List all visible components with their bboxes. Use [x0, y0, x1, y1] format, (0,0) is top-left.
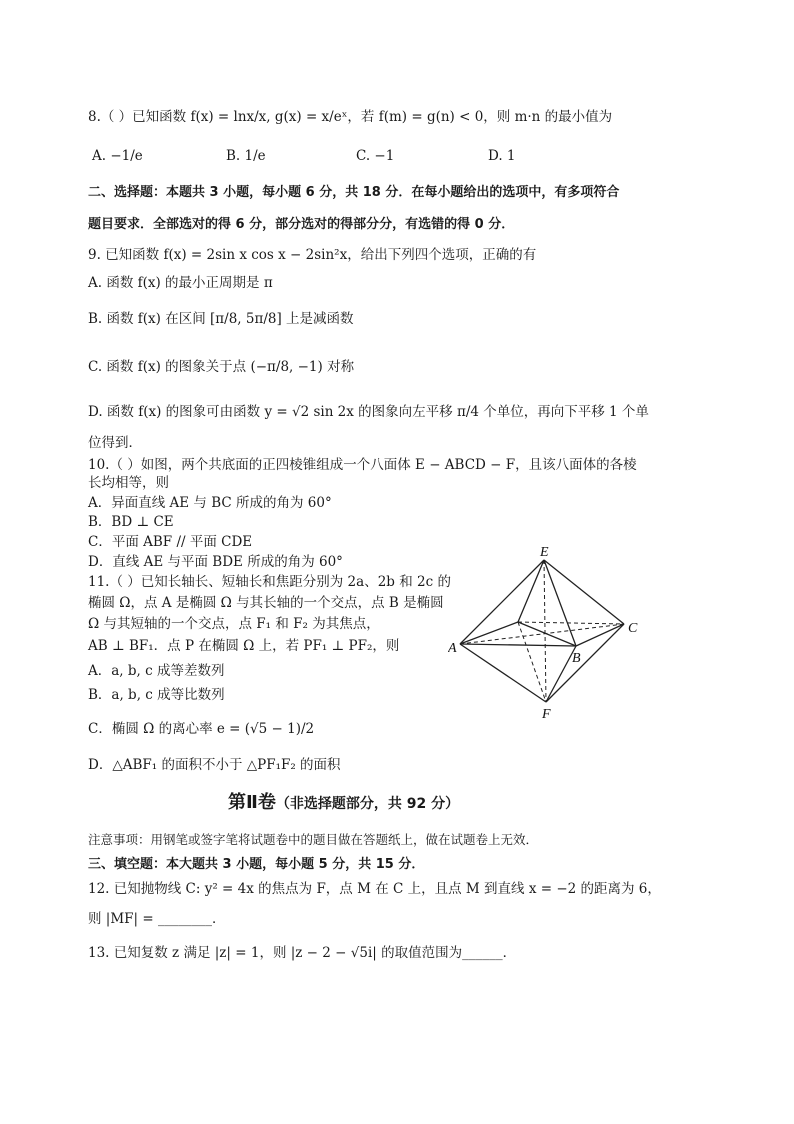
edge-af [460, 644, 546, 702]
section-2-header-line2: 题目要求．全部选对的得 6 分，部分选对的得部分分，有选错的得 0 分． [88, 217, 515, 232]
question-9-stem: 9. 已知函数 f(x) = 2sin x cos x − 2sin²x，给出下列四个选项，正确的有 [88, 247, 537, 263]
label-b: B [572, 651, 581, 666]
q9-option-d-line1: D. 函数 f(x) 的图象可由函数 y = √2 sin 2x 的图象向左平移 π/4 个单位，再向下平移 1 个单 [88, 404, 649, 420]
q8-option-a: A. −1/e [92, 148, 143, 164]
q8-option-b: B. 1/e [226, 148, 266, 164]
q10-option-b: B．BD ⊥ CE [88, 514, 174, 530]
question-12-line2: 则 |MF| = ________． [88, 911, 226, 927]
q10-option-d: D．直线 AE 与平面 BDE 所成的角为 60° [88, 554, 343, 570]
q10-option-c: C．平面 ABF // 平面 CDE [88, 534, 253, 550]
q8-option-c: C. −1 [356, 148, 395, 164]
q10-option-a: A．异面直线 AE 与 BC 所成的角为 60° [88, 495, 332, 511]
octahedron-figure [448, 540, 648, 720]
edge-db [518, 622, 576, 646]
section-2-header-line1: 二、选择题：本题共 3 小题，每小题 6 分，共 18 分．在每小题给出的选项中，有多项符合 [88, 185, 620, 200]
edge-dc-hidden [518, 622, 624, 624]
question-8: 8.（ ）已知函数 f(x) = lnx/x, g(x) = x/eˣ，若 f(m) = g(n) < 0，则 m·n 的最小值为 [88, 109, 613, 125]
label-c: C [628, 621, 638, 636]
part-2-title-main: 第Ⅱ卷 [228, 792, 276, 813]
q9-option-b: B. 函数 f(x) 在区间 [π/8, 5π/8] 上是减函数 [88, 311, 354, 327]
question-13: 13. 已知复数 z 满足 |z| = 1，则 |z − 2 − √5i| 的取值范围为______． [88, 945, 517, 961]
question-11-stem4: AB ⊥ BF₁．点 P 在椭圆 Ω 上，若 PF₁ ⊥ PF₂，则 [88, 638, 400, 654]
q8-option-d: D. 1 [488, 148, 516, 164]
section-3-header: 三、填空题：本大题共 3 小题，每小题 5 分，共 15 分． [88, 857, 425, 872]
label-e: E [540, 545, 549, 560]
question-10-stem2: 长均相等，则 [88, 475, 169, 491]
question-11-stem2: 椭圆 Ω，点 A 是椭圆 Ω 与其长轴的一个交点，点 B 是椭圆 [88, 595, 444, 611]
axis-ef-hidden [544, 560, 546, 702]
q9-option-a: A. 函数 f(x) 的最小正周期是 π [88, 275, 273, 291]
edge-cf [546, 624, 624, 702]
question-12-line1: 12. 已知抛物线 C: y² = 4x 的焦点为 F，点 M 在 C 上，且点 M 到直线 x = −2 的距离为 6， [88, 881, 661, 897]
edge-ab [460, 644, 576, 646]
q9-option-d-line2: 位得到． [88, 435, 142, 451]
notice-text: 注意事项：用钢笔或签字笔将试题卷中的题目做在答题纸上，做在试题卷上无效． [88, 832, 539, 847]
q11-option-c: C．椭圆 Ω 的离心率 e = (√5 − 1)/2 [88, 721, 315, 737]
q11-option-b: B．a, b, c 成等比数列 [88, 687, 225, 703]
question-11-stem1: 11.（ ）已知长轴长、短轴长和焦距分别为 2a、2b 和 2c 的 [88, 574, 451, 590]
edge-ed [518, 560, 544, 622]
edge-df-hidden [518, 622, 546, 702]
part-2-title-sub: （非选择题部分，共 92 分） [275, 796, 460, 812]
question-10-stem1: 10.（ ）如图，两个共底面的正四棱锥组成一个八面体 E − ABCD − F，且该八面体的各棱 [88, 457, 637, 473]
edge-ea [460, 560, 544, 644]
label-a: A [448, 641, 457, 656]
part-2-title [228, 788, 459, 814]
q11-option-d: D．△ABF₁ 的面积不小于 △PF₁F₂ 的面积 [88, 757, 341, 773]
question-11-stem3: Ω 与其短轴的一个交点，点 F₁ 和 F₂ 为其焦点， [88, 616, 380, 632]
q11-option-a: A．a, b, c 成等差数列 [88, 663, 225, 679]
label-f: F [542, 707, 551, 720]
q9-option-c: C. 函数 f(x) 的图象关于点 (−π/8, −1) 对称 [88, 359, 355, 375]
